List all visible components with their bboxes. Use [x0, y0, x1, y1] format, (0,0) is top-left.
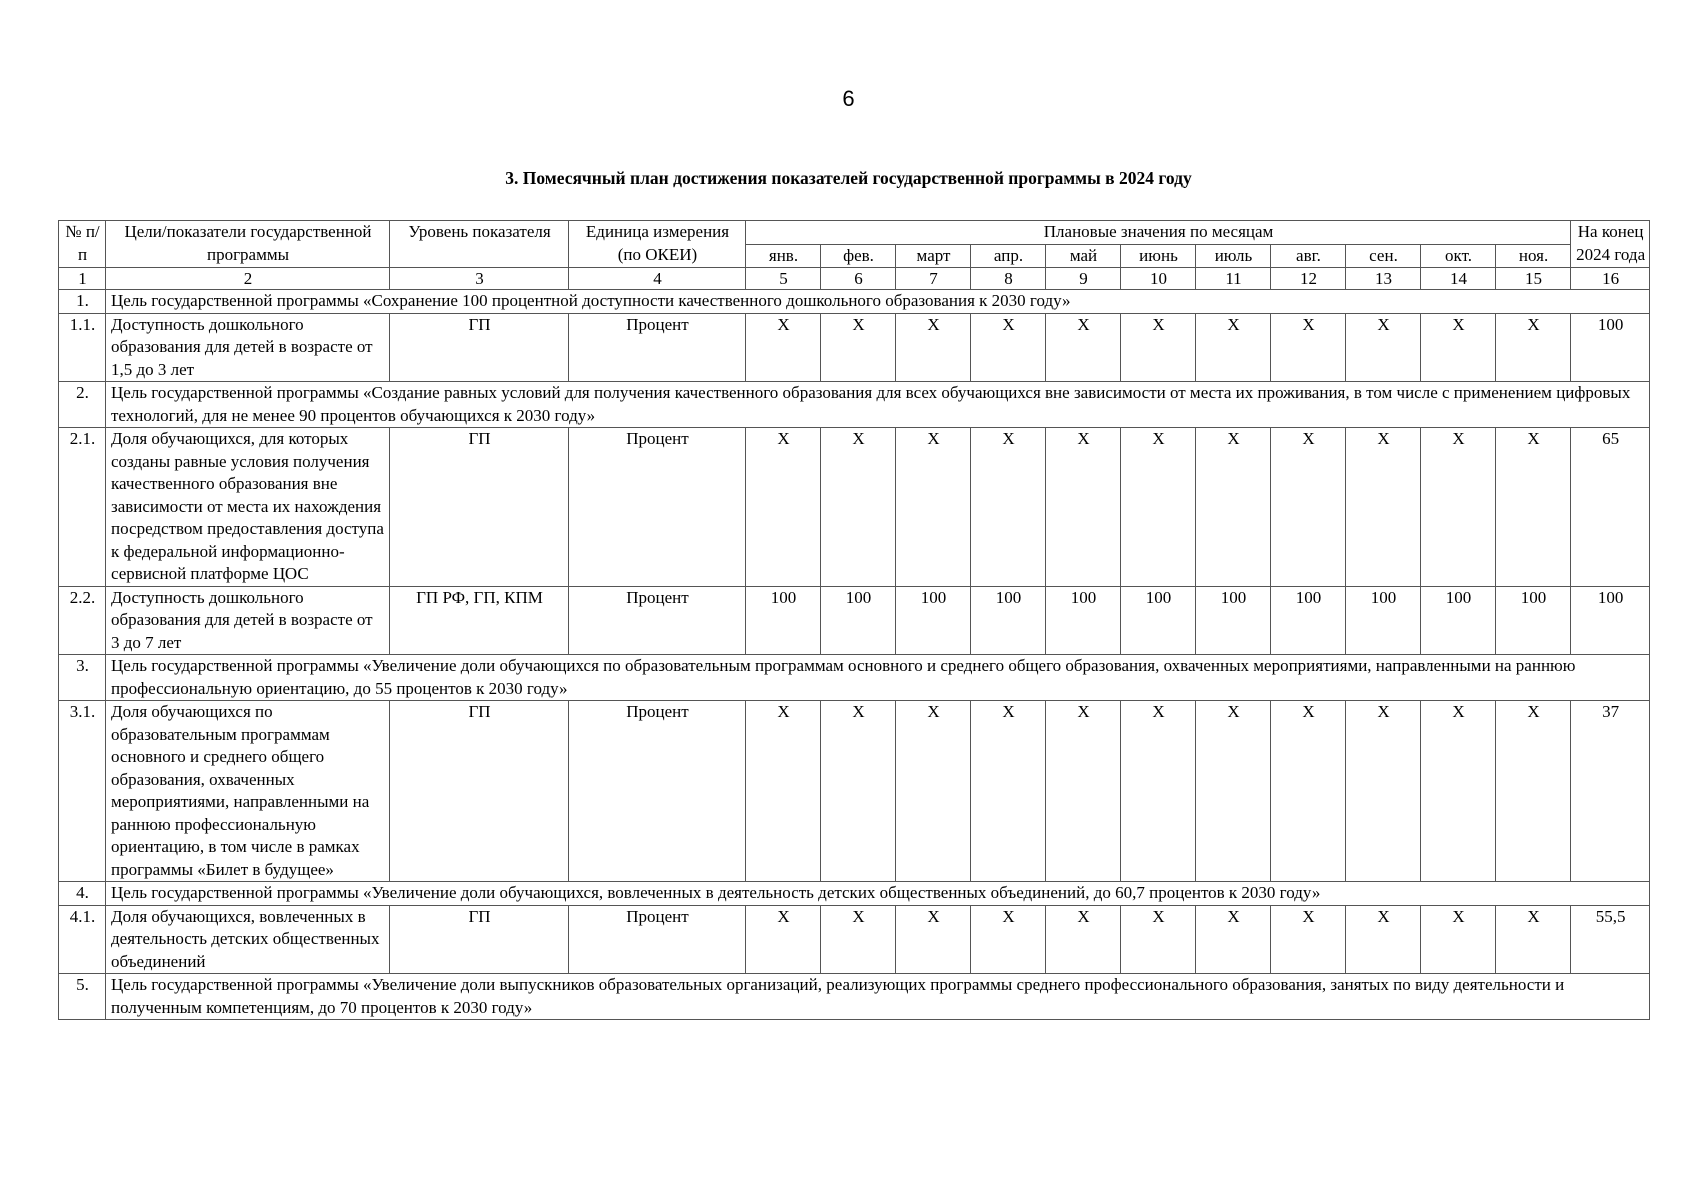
column-number-4: 4	[569, 268, 746, 290]
indicator-level: ГП	[390, 701, 569, 882]
month-value-5: 100	[1046, 586, 1121, 655]
indicator-name: Доля обучающихся, для которых созданы равные условия получения качественного образования вне зависимости от места их нахождения посредством предоставления доступа к федеральной информационно-сервисной платформе ЦОС	[106, 428, 390, 587]
column-number-6: 6	[821, 268, 896, 290]
month-value-10: 100	[1421, 586, 1496, 655]
indicator-unit: Процент	[569, 701, 746, 882]
column-number-5: 5	[746, 268, 821, 290]
month-value-4: Х	[971, 428, 1046, 587]
header-level: Уровень показателя	[390, 221, 569, 268]
table-body	[59, 221, 1650, 1020]
month-value-10: Х	[1421, 701, 1496, 882]
month-value-7: 100	[1196, 586, 1271, 655]
header-month-11: ноя.	[1496, 244, 1571, 268]
month-value-8: Х	[1271, 701, 1346, 882]
indicator-name: Доступность дошкольного образования для детей в возрасте от 3 до 7 лет	[106, 586, 390, 655]
year-end-value: 100	[1571, 586, 1650, 655]
goal-row	[59, 655, 1650, 701]
column-number-11: 11	[1196, 268, 1271, 290]
goal-text: Цель государственной программы «Увеличение доли выпускников образовательных организаций, реализующих программы среднего профессионального образования, занятых по виду деятельности и полученным компетенциям, до 70 процентов к 2030 году»	[106, 974, 1650, 1020]
month-value-7: Х	[1196, 313, 1271, 382]
header-monthly: Плановые значения по месяцам	[746, 221, 1571, 245]
month-value-1: Х	[746, 701, 821, 882]
indicator-row	[59, 701, 1650, 882]
header-month-10: окт.	[1421, 244, 1496, 268]
indicator-unit: Процент	[569, 428, 746, 587]
goal-text: Цель государственной программы «Создание равных условий для получения качественного образования для всех обучающихся вне зависимости от места их проживания, в том числе с применением цифровых технологий, для не менее 90 процентов обучающихся к 2030 году»	[106, 382, 1650, 428]
month-value-2: Х	[821, 313, 896, 382]
header-month-3: март	[896, 244, 971, 268]
goal-text: Цель государственной программы «Сохранение 100 процентной доступности качественного дошкольного образования к 2030 году»	[106, 290, 1650, 314]
month-value-8: Х	[1271, 905, 1346, 974]
row-number: 5.	[59, 974, 106, 1020]
month-value-4: Х	[971, 313, 1046, 382]
month-value-6: Х	[1121, 905, 1196, 974]
month-value-5: Х	[1046, 701, 1121, 882]
month-value-11: 100	[1496, 586, 1571, 655]
goal-row	[59, 382, 1650, 428]
month-value-3: Х	[896, 701, 971, 882]
month-value-11: Х	[1496, 313, 1571, 382]
header-month-9: сен.	[1346, 244, 1421, 268]
month-value-1: 100	[746, 586, 821, 655]
row-number: 1.1.	[59, 313, 106, 382]
page-number: 6	[842, 86, 855, 111]
indicator-name: Доля обучающихся по образовательным программам основного и среднего общего образования, охваченных мероприятиями, направленными на раннюю профессиональную ориентацию, в том числе в рамках программы «Билет в будущее»	[106, 701, 390, 882]
month-value-2: Х	[821, 905, 896, 974]
monthly-plan-table	[58, 220, 1650, 1020]
column-number-8: 8	[971, 268, 1046, 290]
month-value-1: Х	[746, 905, 821, 974]
month-value-2: Х	[821, 428, 896, 587]
header-month-7: июль	[1196, 244, 1271, 268]
month-value-9: 100	[1346, 586, 1421, 655]
column-numbers-row	[59, 268, 1650, 290]
row-number: 2.	[59, 382, 106, 428]
column-number-13: 13	[1346, 268, 1421, 290]
header-name: Цели/показатели государственной программы	[106, 221, 390, 268]
row-number: 2.2.	[59, 586, 106, 655]
month-value-2: 100	[821, 586, 896, 655]
column-number-15: 15	[1496, 268, 1571, 290]
month-value-3: Х	[896, 313, 971, 382]
header-unit: Единица измерения (по ОКЕИ)	[569, 221, 746, 268]
row-number: 4.1.	[59, 905, 106, 974]
year-end-value: 37	[1571, 701, 1650, 882]
month-value-3: 100	[896, 586, 971, 655]
indicator-level: ГП РФ, ГП, КПМ	[390, 586, 569, 655]
column-number-10: 10	[1121, 268, 1196, 290]
document-title: 3. Помесячный план достижения показателей государственной программы в 2024 году	[505, 168, 1192, 188]
month-value-2: Х	[821, 701, 896, 882]
column-number-2: 2	[106, 268, 390, 290]
column-number-16: 16	[1571, 268, 1650, 290]
month-value-5: Х	[1046, 313, 1121, 382]
goal-text: Цель государственной программы «Увеличение доли обучающихся, вовлеченных в деятельность детских общественных объединений, до 60,7 процентов к 2030 году»	[106, 882, 1650, 906]
month-value-6: 100	[1121, 586, 1196, 655]
goal-row	[59, 290, 1650, 314]
header-end: На конец 2024 года	[1571, 221, 1650, 268]
month-value-7: Х	[1196, 428, 1271, 587]
month-value-3: Х	[896, 428, 971, 587]
header-month-8: авг.	[1271, 244, 1346, 268]
month-value-10: Х	[1421, 905, 1496, 974]
indicator-unit: Процент	[569, 905, 746, 974]
column-number-9: 9	[1046, 268, 1121, 290]
month-value-10: Х	[1421, 313, 1496, 382]
column-number-12: 12	[1271, 268, 1346, 290]
month-value-9: Х	[1346, 428, 1421, 587]
header-month-1: янв.	[746, 244, 821, 268]
month-value-4: Х	[971, 701, 1046, 882]
row-number: 3.	[59, 655, 106, 701]
month-value-6: Х	[1121, 313, 1196, 382]
month-value-3: Х	[896, 905, 971, 974]
month-value-6: Х	[1121, 701, 1196, 882]
month-value-11: Х	[1496, 428, 1571, 587]
month-value-11: Х	[1496, 905, 1571, 974]
month-value-8: Х	[1271, 428, 1346, 587]
month-value-1: Х	[746, 428, 821, 587]
column-number-3: 3	[390, 268, 569, 290]
month-value-9: Х	[1346, 701, 1421, 882]
row-number: 4.	[59, 882, 106, 906]
goal-row	[59, 882, 1650, 906]
row-number: 2.1.	[59, 428, 106, 587]
month-value-1: Х	[746, 313, 821, 382]
indicator-unit: Процент	[569, 586, 746, 655]
goal-row	[59, 974, 1650, 1020]
indicator-row	[59, 313, 1650, 382]
month-value-4: Х	[971, 905, 1046, 974]
header-month-2: фев.	[821, 244, 896, 268]
year-end-value: 100	[1571, 313, 1650, 382]
month-value-11: Х	[1496, 701, 1571, 882]
indicator-name: Доступность дошкольного образования для детей в возрасте от 1,5 до 3 лет	[106, 313, 390, 382]
month-value-9: Х	[1346, 905, 1421, 974]
month-value-7: Х	[1196, 905, 1271, 974]
month-value-10: Х	[1421, 428, 1496, 587]
column-number-1: 1	[59, 268, 106, 290]
month-value-8: Х	[1271, 313, 1346, 382]
indicator-name: Доля обучающихся, вовлеченных в деятельность детских общественных объединений	[106, 905, 390, 974]
year-end-value: 55,5	[1571, 905, 1650, 974]
header-month-4: апр.	[971, 244, 1046, 268]
row-number: 3.1.	[59, 701, 106, 882]
header-row	[59, 221, 1650, 245]
month-value-5: Х	[1046, 905, 1121, 974]
year-end-value: 65	[1571, 428, 1650, 587]
header-month-5: май	[1046, 244, 1121, 268]
month-value-7: Х	[1196, 701, 1271, 882]
indicator-unit: Процент	[569, 313, 746, 382]
indicator-level: ГП	[390, 313, 569, 382]
month-value-5: Х	[1046, 428, 1121, 587]
header-month-6: июнь	[1121, 244, 1196, 268]
column-number-14: 14	[1421, 268, 1496, 290]
indicator-row	[59, 428, 1650, 587]
month-value-6: Х	[1121, 428, 1196, 587]
indicator-level: ГП	[390, 905, 569, 974]
row-number: 1.	[59, 290, 106, 314]
month-value-9: Х	[1346, 313, 1421, 382]
column-number-7: 7	[896, 268, 971, 290]
goal-text: Цель государственной программы «Увеличение доли обучающихся по образовательным программам основного и среднего общего образования, охваченных мероприятиями, направленными на раннюю профессиональную ориентацию, до 55 процентов к 2030 году»	[106, 655, 1650, 701]
indicator-row	[59, 905, 1650, 974]
month-value-4: 100	[971, 586, 1046, 655]
header-num: № п/п	[59, 221, 106, 268]
indicator-row	[59, 586, 1650, 655]
month-value-8: 100	[1271, 586, 1346, 655]
indicator-level: ГП	[390, 428, 569, 587]
